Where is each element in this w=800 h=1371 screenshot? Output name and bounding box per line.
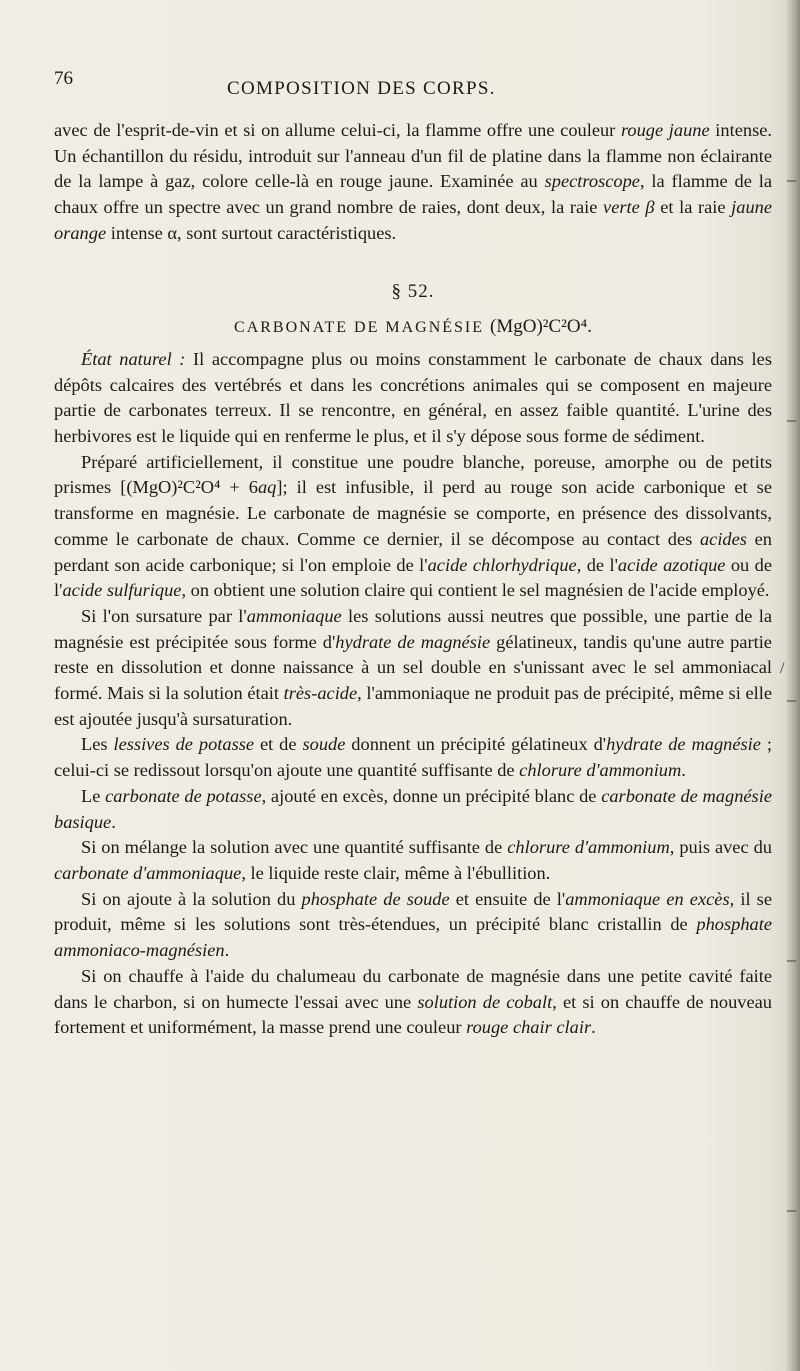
etat-naturel-paragraph: État naturel : Il accompagne plus ou moins constamment le carbonate de chaux dans les dépôts calcaires des vertébrés et dans les concrétions animales qui se composent en majeure partie de carbonates terreux. Il se rencontre, en général, en assez faible quantité. L'urine des herbivores est le liquide qui en renferme le plus, et il s'y dépose sous forme de sédiment. (54, 348, 772, 447)
chalumeau-paragraph: Si on chauffe à l'aide du chalumeau du carbonate de magnésie dans une petite cavité faite dans le charbon, si on humecte l'essai avec une solution de cobalt, et si on chauffe de nouveau fortement et uniformément, la masse prend une couleur rouge chair clair. (54, 965, 772, 1038)
carbonate-potasse-paragraph: Le carbonate de potasse, ajouté en excès, donne un précipité blanc de carbonate de magnésie basique. (54, 785, 772, 832)
page-number: 76 (54, 68, 73, 89)
lessives-paragraph: Les lessives de potasse et de soude donnent un précipité gélatineux d'hydrate de magnésie ; celui-ci se redissout lorsqu'on ajoute une quantité suffisante de chlorure d'ammonium. (54, 734, 772, 781)
section-formula: (MgO)²C²O⁴. (490, 316, 592, 338)
phosphate-paragraph: Si on ajoute à la solution du phosphate de soude et ensuite de l'ammoniaque en excès, il se produit, même si les solutions sont très-étendues, un précipité blanc cristallin de phosphate ammoniaco-magnésien. (54, 888, 772, 961)
intro-paragraph: avec de l'esprit-de-vin et si on allume celui-ci, la flamme offre une couleur rouge jaune intense. Un échantillon du résidu, introduit sur l'anneau d'un fil de platine dans la flamme non éclairante de la lampe à gaz, colore celle-là en rouge jaune. Examinée au spectroscope, la flamme de la chaux offre un spectre avec un grand nombre de raies, dont deux, la raie verte β et la raie jaune orange intense α, sont surtout caractéristiques. (54, 120, 773, 243)
edge-mark (787, 420, 796, 422)
section-title: CARBONATE DE MAGNÉSIE (MgO)²C²O⁴. (234, 316, 592, 338)
page-edge-shadow (784, 0, 800, 1371)
running-head: COMPOSITION DES CORPS. (227, 78, 496, 99)
section-number: § 52. (391, 280, 435, 302)
page-text (54, 118, 772, 1041)
edge-mark (787, 1210, 796, 1212)
edge-mark (787, 180, 796, 182)
edge-mark (787, 960, 796, 962)
margin-mark: / (780, 660, 785, 677)
edge-mark (787, 700, 796, 702)
preparation-paragraph: Préparé artificiellement, il constitue une poudre blanche, poreuse, amorphe ou de petits prismes [(MgO)²C²O⁴ + 6aq]; il est infusible, il perd au rouge son acide carbonique et se transforme en magnésie. Le carbonate de magnésie se comporte, en présence des dissolvants, comme le carbonate de chaux. Comme ce dernier, il se décompose au contact des acides en perdant son acide carbonique; si l'on emploie de l'acide chlorhydrique, de l'acide azotique ou de l'acide sulfurique, on obtient une solution claire qui contient le sel magnésien de l'acide employé. (54, 451, 772, 601)
ammoniaque-paragraph: Si l'on sursature par l'ammoniaque les solutions aussi neutres que possible, une partie de la magnésie est précipitée sous forme d'hydrate de magnésie gélatineux, tandis qu'une autre partie reste en dissolution et donne naissance à un sel double en s'unissant avec le sel ammoniacal formé. Mais si la solution était très-acide, l'ammoniaque ne produit pas de précipité, même si elle est ajoutée jusqu'à sursaturation. (54, 605, 773, 729)
melange-paragraph: Si on mélange la solution avec une quantité suffisante de chlorure d'ammonium, puis avec du carbonate d'ammoniaque, le liquide reste clair, même à l'ébullition. (54, 837, 772, 883)
